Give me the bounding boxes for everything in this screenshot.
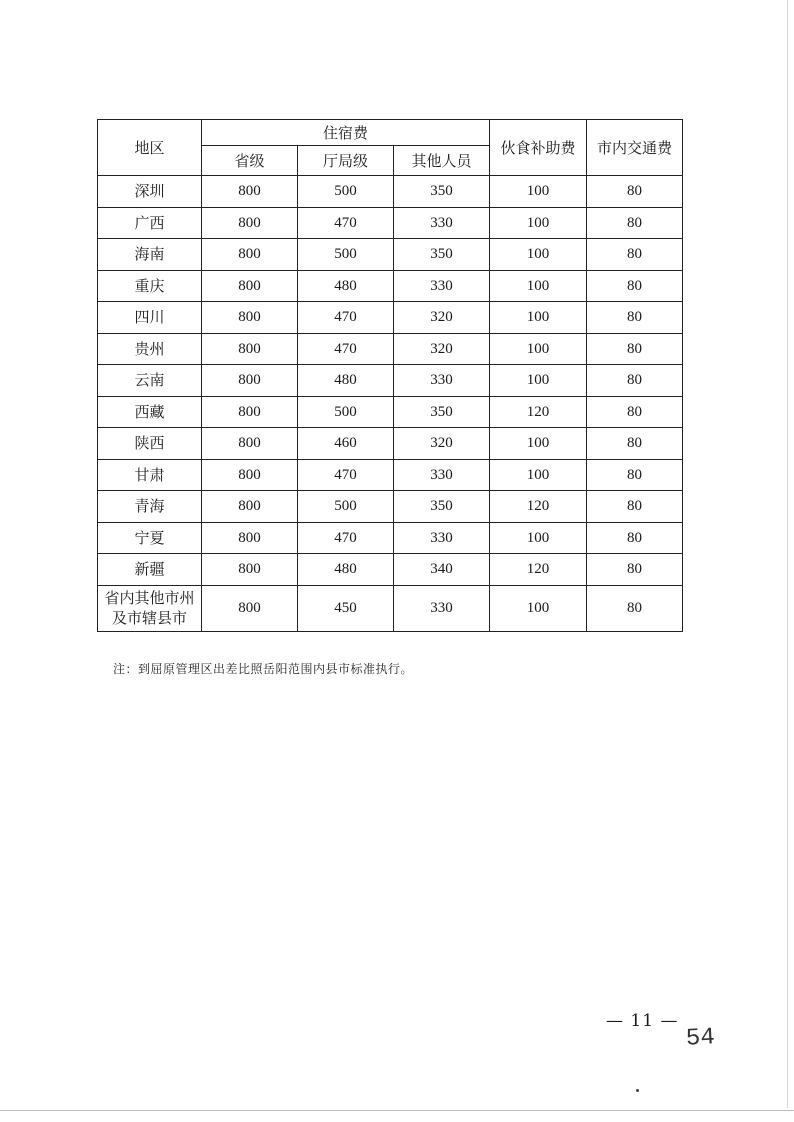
- lodging-provincial-cell: 800: [202, 554, 298, 586]
- lodging-subheader-other: 其他人员: [394, 146, 490, 176]
- region-line: 省内其他市州: [104, 589, 195, 607]
- lodging-bureau-cell: 500: [298, 239, 394, 271]
- region-cell: 新疆: [98, 554, 202, 586]
- table-note: 注：到屈原管理区出差比照岳阳范围内县市标准执行。: [113, 662, 414, 676]
- transport-cell: 80: [587, 396, 683, 428]
- meal-allowance-cell: 120: [490, 554, 587, 586]
- table-row: [98, 270, 683, 302]
- meal-allowance-cell: 100: [490, 270, 587, 302]
- lodging-other-cell: 330: [394, 585, 490, 631]
- table-row: [98, 333, 683, 365]
- table-row: [98, 491, 683, 523]
- table-row: [98, 176, 683, 208]
- lodging-other-cell: 320: [394, 428, 490, 460]
- table-body: [98, 176, 683, 632]
- lodging-bureau-cell: 450: [298, 585, 394, 631]
- lodging-bureau-cell: 460: [298, 428, 394, 460]
- lodging-provincial-cell: 800: [202, 459, 298, 491]
- region-cell: 广西: [98, 207, 202, 239]
- table-row: [98, 585, 683, 631]
- lodging-provincial-cell: 800: [202, 365, 298, 397]
- meal-allowance-cell: 120: [490, 396, 587, 428]
- table-row: [98, 239, 683, 271]
- meal-allowance-header: 伙食补助费: [490, 120, 587, 176]
- lodging-bureau-cell: 500: [298, 176, 394, 208]
- lodging-other-cell: 350: [394, 396, 490, 428]
- meal-allowance-cell: 100: [490, 176, 587, 208]
- lodging-bureau-cell: 480: [298, 554, 394, 586]
- lodging-bureau-cell: 500: [298, 491, 394, 523]
- lodging-provincial-cell: 800: [202, 491, 298, 523]
- transport-cell: 80: [587, 459, 683, 491]
- transport-cell: 80: [587, 365, 683, 397]
- lodging-bureau-cell: 470: [298, 207, 394, 239]
- lodging-other-cell: 330: [394, 207, 490, 239]
- transport-cell: 80: [587, 302, 683, 334]
- lodging-other-cell: 350: [394, 176, 490, 208]
- meal-allowance-cell: 100: [490, 459, 587, 491]
- region-header: 地区: [98, 120, 202, 176]
- transport-cell: 80: [587, 585, 683, 631]
- lodging-bureau-cell: 470: [298, 522, 394, 554]
- page-edge: [787, 0, 788, 1108]
- region-cell: 甘肃: [98, 459, 202, 491]
- page-number: — 11 —: [606, 1011, 679, 1031]
- meal-allowance-cell: 100: [490, 585, 587, 631]
- transport-cell: 80: [587, 428, 683, 460]
- meal-allowance-cell: 100: [490, 333, 587, 365]
- lodging-header: 住宿费: [202, 120, 490, 146]
- lodging-bureau-cell: 500: [298, 396, 394, 428]
- lodging-other-cell: 350: [394, 239, 490, 271]
- lodging-subheader-provincial: 省级: [202, 146, 298, 176]
- region-cell: 陕西: [98, 428, 202, 460]
- lodging-bureau-cell: 480: [298, 270, 394, 302]
- lodging-other-cell: 330: [394, 270, 490, 302]
- lodging-bureau-cell: 480: [298, 365, 394, 397]
- lodging-bureau-cell: 470: [298, 302, 394, 334]
- table-row: [98, 522, 683, 554]
- transport-cell: 80: [587, 333, 683, 365]
- lodging-other-cell: 350: [394, 491, 490, 523]
- table-row: [98, 459, 683, 491]
- expense-standards-table: [97, 119, 683, 632]
- lodging-provincial-cell: 800: [202, 176, 298, 208]
- region-cell: 青海: [98, 491, 202, 523]
- lodging-bureau-cell: 470: [298, 333, 394, 365]
- transport-cell: 80: [587, 239, 683, 271]
- transport-cell: 80: [587, 554, 683, 586]
- region-cell: 四川: [98, 302, 202, 334]
- region-cell: 深圳: [98, 176, 202, 208]
- meal-allowance-cell: 120: [490, 491, 587, 523]
- meal-allowance-cell: 100: [490, 365, 587, 397]
- lodging-provincial-cell: 800: [202, 270, 298, 302]
- meal-allowance-cell: 100: [490, 522, 587, 554]
- lodging-provincial-cell: 800: [202, 585, 298, 631]
- table-row: [98, 302, 683, 334]
- lodging-provincial-cell: 800: [202, 207, 298, 239]
- page-edge: [0, 1110, 794, 1111]
- handwritten-page-number: 54: [685, 1024, 716, 1053]
- lodging-provincial-cell: 800: [202, 302, 298, 334]
- transport-cell: 80: [587, 207, 683, 239]
- region-cell: 西藏: [98, 396, 202, 428]
- table-row: [98, 396, 683, 428]
- region-cell: [98, 585, 202, 631]
- lodging-other-cell: 320: [394, 302, 490, 334]
- region-cell: 重庆: [98, 270, 202, 302]
- table-row: [98, 428, 683, 460]
- transport-cell: 80: [587, 176, 683, 208]
- lodging-provincial-cell: 800: [202, 333, 298, 365]
- meal-allowance-cell: 100: [490, 302, 587, 334]
- scan-speck: [636, 1089, 639, 1092]
- region-line: 及市辖县市: [111, 609, 187, 627]
- meal-allowance-cell: 100: [490, 239, 587, 271]
- table-row: [98, 207, 683, 239]
- lodging-provincial-cell: 800: [202, 396, 298, 428]
- meal-allowance-cell: 100: [490, 428, 587, 460]
- lodging-other-cell: 330: [394, 459, 490, 491]
- table-row: [98, 554, 683, 586]
- transport-header: 市内交通费: [587, 120, 683, 176]
- lodging-subheader-bureau: 厅局级: [298, 146, 394, 176]
- lodging-other-cell: 340: [394, 554, 490, 586]
- region-cell: 宁夏: [98, 522, 202, 554]
- lodging-provincial-cell: 800: [202, 522, 298, 554]
- meal-allowance-cell: 100: [490, 207, 587, 239]
- region-cell: 贵州: [98, 333, 202, 365]
- lodging-other-cell: 330: [394, 522, 490, 554]
- table-row: [98, 365, 683, 397]
- region-cell: 海南: [98, 239, 202, 271]
- region-cell: 云南: [98, 365, 202, 397]
- lodging-provincial-cell: 800: [202, 239, 298, 271]
- lodging-other-cell: 330: [394, 365, 490, 397]
- transport-cell: 80: [587, 522, 683, 554]
- transport-cell: 80: [587, 270, 683, 302]
- lodging-bureau-cell: 470: [298, 459, 394, 491]
- transport-cell: 80: [587, 491, 683, 523]
- lodging-other-cell: 320: [394, 333, 490, 365]
- lodging-provincial-cell: 800: [202, 428, 298, 460]
